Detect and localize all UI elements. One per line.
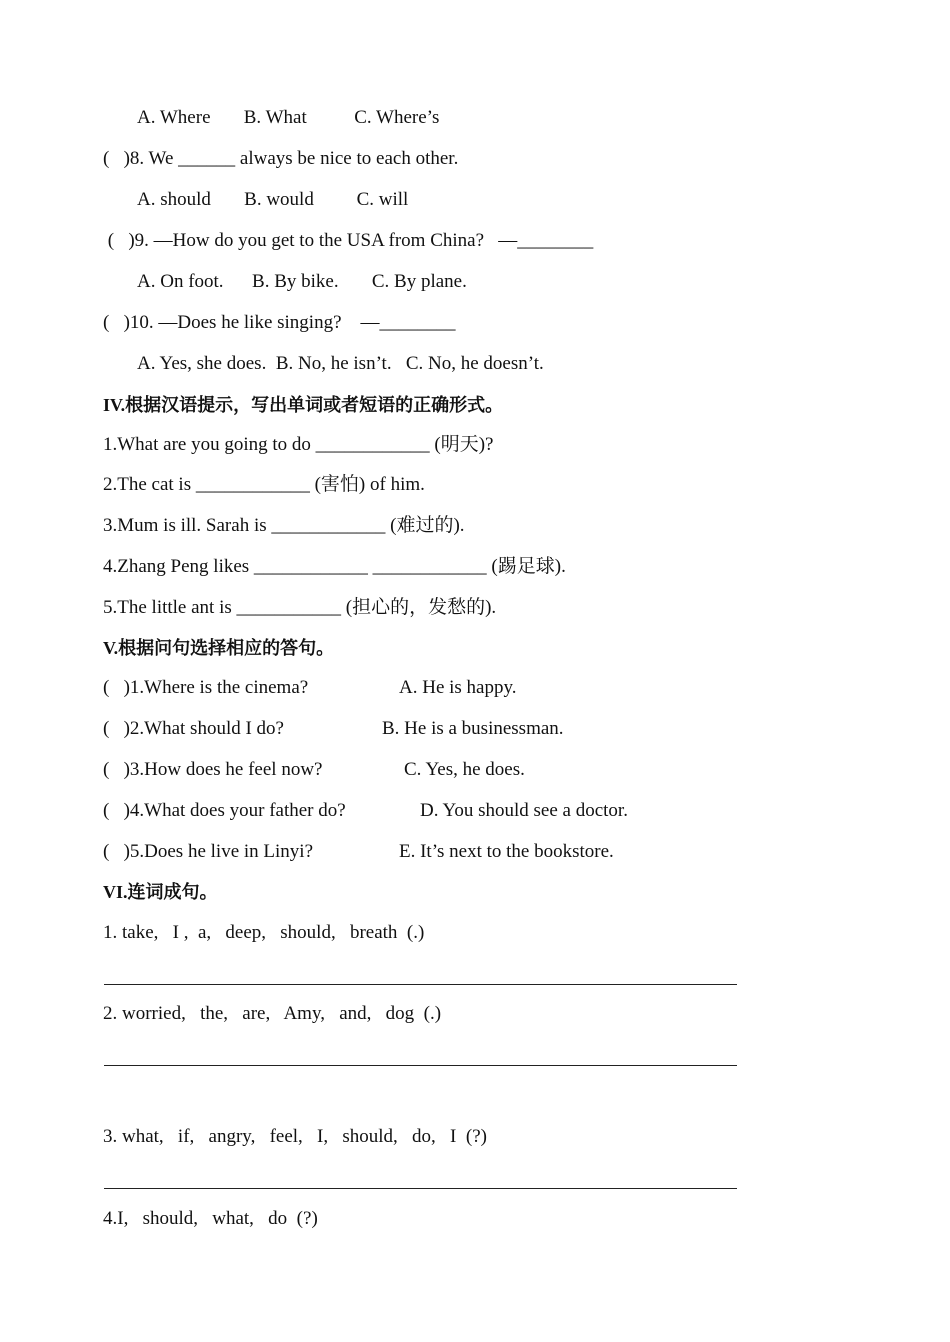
section-5-question-3: ( )3.How does he feel now? [103,759,323,780]
section-4-item-1: 1.What are you going to do ____________ (明天)? [103,434,494,455]
question-10: ( )10. —Does he like singing? —________ [103,312,456,333]
section-4-item-5: 5.The little ant is ___________ (担心的，发愁的). [103,597,497,618]
q9-options: A. On foot. B. By bike. C. By plane. [137,271,467,292]
section-6-item-1: 1. take, I , a, deep, should, breath (.) [103,922,425,943]
section-6-item-4: 4.I, should, what, do (?) [103,1208,318,1229]
section-6-item-3: 3. what, if, angry, feel, I, should, do, I (?) [103,1126,487,1147]
section-4-item-2: 2.The cat is ____________ (害怕) of him. [103,474,425,495]
section-6-item-2: 2. worried, the, are, Amy, and, dog (.) [103,1003,442,1024]
q8-options: A. should B. would C. will [137,189,409,210]
section-5-question-5: ( )5.Does he live in Linyi? [103,841,314,862]
answer-line-1[interactable] [104,984,737,985]
section-4-item-4: 4.Zhang Peng likes ____________ ____________ (踢足球). [103,556,566,577]
section-5-answer-b: B. He is a businessman. [382,718,564,739]
section-4-heading: IV.根据汉语提示，写出单词或者短语的正确形式。 [103,395,504,415]
section-5-answer-c: C. Yes, he does. [404,759,525,780]
section-5-heading: V.根据问句选择相应的答句。 [103,638,335,658]
question-8: ( )8. We ______ always be nice to each other. [103,148,459,169]
question-9: ( )9. —How do you get to the USA from China? —________ [103,230,594,251]
q7-options: A. Where B. What C. Where’s [137,107,440,128]
section-5-question-2: ( )2.What should I do? [103,718,284,739]
section-5-question-4: ( )4.What does your father do? [103,800,346,821]
answer-line-3[interactable] [104,1188,737,1189]
section-5-question-1: ( )1.Where is the cinema? [103,677,309,698]
section-5-answer-e: E. It’s next to the bookstore. [399,841,614,862]
section-5-answer-d: D. You should see a doctor. [420,800,628,821]
section-6-heading: VI.连词成句。 [103,882,218,902]
q10-options: A. Yes, she does. B. No, he isn’t. C. No, he doesn’t. [137,353,544,374]
answer-line-2[interactable] [104,1065,737,1066]
section-5-answer-a: A. He is happy. [399,677,517,698]
section-4-item-3: 3.Mum is ill. Sarah is ____________ (难过的). [103,515,465,536]
